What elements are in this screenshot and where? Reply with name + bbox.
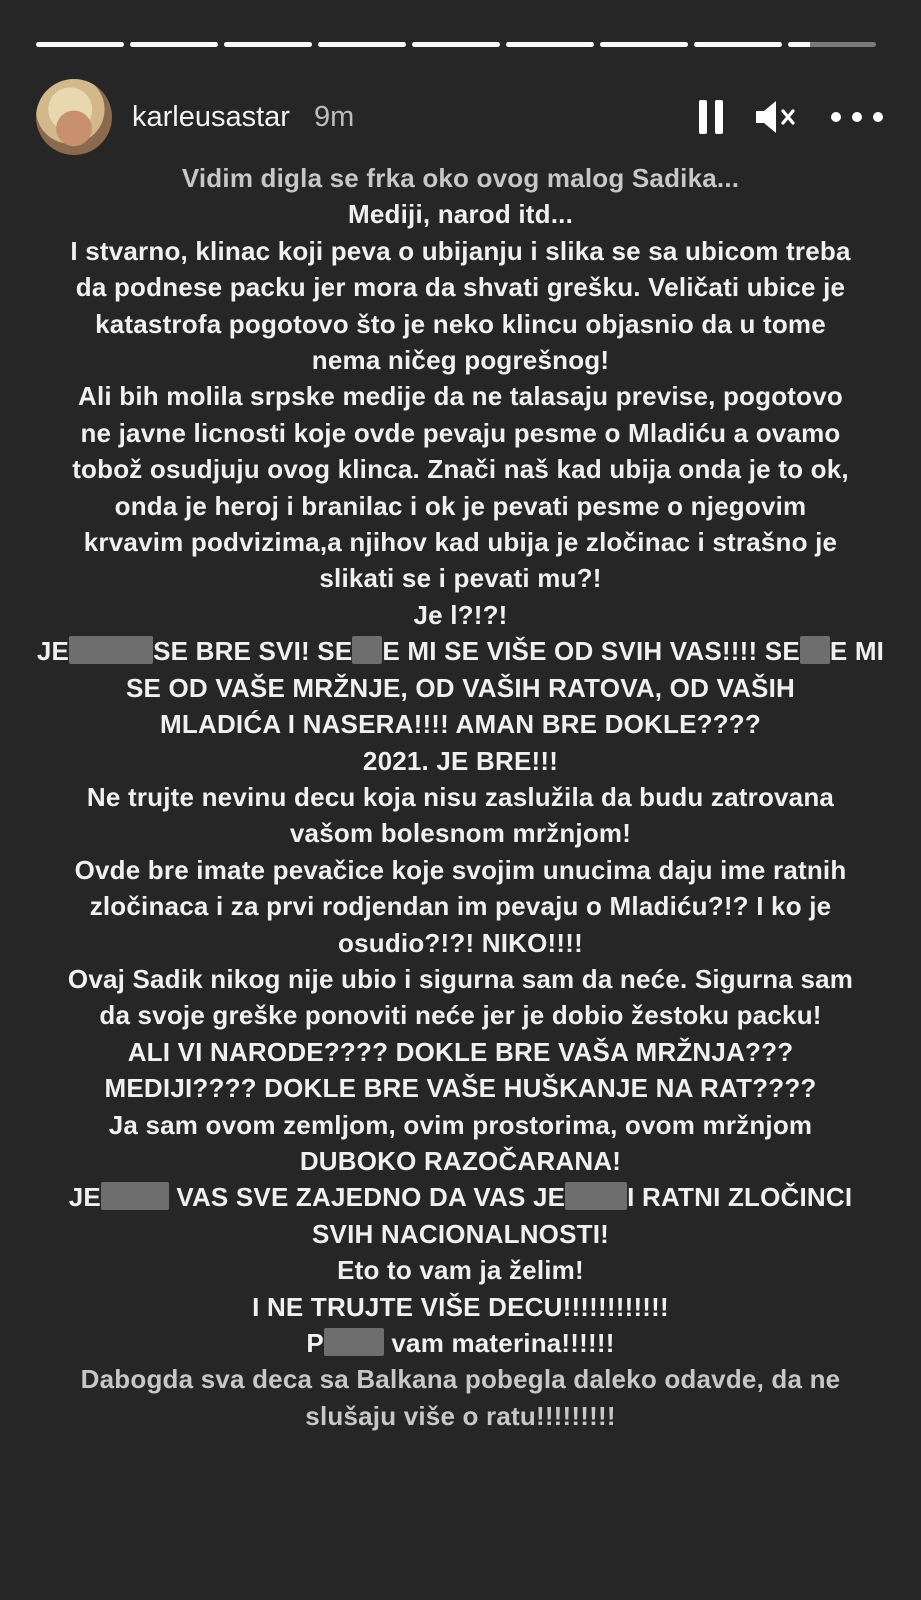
progress-segment-fill [318, 42, 406, 47]
text-fragment: E MI SE VIŠE OD SVIH VAS!!!! SE [382, 636, 800, 667]
text-fragment: E MI [829, 636, 885, 667]
username[interactable]: karleusastar [132, 100, 290, 133]
post-time: 9m [313, 100, 355, 133]
text-fragment: I RATNI ZLOČINCI [627, 1182, 853, 1213]
text-line: nema ničeg pogrešnog! [311, 345, 610, 376]
progress-segment [412, 42, 500, 47]
progress-segment-fill [36, 42, 124, 47]
text-line: SE OD VAŠE MRŽNJE, OD VAŠIH RATOVA, OD VAŠIH [126, 672, 795, 703]
text-line: Je l?!?! [413, 599, 508, 630]
text-line [8, 1179, 913, 1215]
text-line: vašom bolesnom mržnjom! [289, 818, 632, 849]
text-line: osudio?!?! NIKO!!!! [338, 927, 583, 958]
text-line: da svoje greške ponoviti neće jer je dobio žestoku packu! [99, 1000, 822, 1031]
text-line: Ne trujte nevinu decu koja nisu zaslužila da budu zatrovana [86, 781, 835, 812]
progress-segment [788, 42, 876, 47]
story-text [8, 160, 913, 1434]
text-fragment: JE [68, 1182, 101, 1213]
text-line: Ali bih molila srpske medije da ne talasaju previse, pogotovo [78, 381, 843, 412]
text-line: ALI VI NARODE???? DOKLE BRE VAŠA MRŽNJA??? [127, 1036, 794, 1067]
progress-segment-fill [412, 42, 500, 47]
censor-blur [69, 636, 153, 664]
text-line: slikati se i pevati mu?! [319, 563, 602, 594]
progress-segment-fill [130, 42, 218, 47]
text-fragment: JE [36, 636, 70, 667]
progress-segment-fill [788, 42, 810, 47]
progress-segment [600, 42, 688, 47]
text-line: Ovde bre imate pevačice koje svojim unucima daju ime ratnih [74, 854, 847, 885]
progress-segment [506, 42, 594, 47]
story-header [36, 78, 885, 156]
text-line [8, 1325, 913, 1361]
text-line: DUBOKO RAZOČARANA! [299, 1145, 622, 1176]
text-fragment: P [306, 1328, 324, 1358]
text-line: da podnese packu jer mora da shvati grešku. Veličati ubice je [75, 272, 846, 303]
text-line: I NE TRUJTE VIŠE DECU!!!!!!!!!!!! [252, 1291, 669, 1322]
text-line: Ovaj Sadik nikog nije ubio i sigurna sam da neće. Sigurna sam [67, 963, 854, 994]
progress-segment-fill [224, 42, 312, 47]
progress-segment [130, 42, 218, 47]
progress-segment-fill [506, 42, 594, 47]
text-line: MEDIJI???? DOKLE BRE VAŠE HUŠKANJE NA RAT???? [104, 1073, 817, 1104]
censor-blur [324, 1328, 384, 1356]
text-line: Eto to vam ja želim! [337, 1255, 584, 1286]
text-line: zločinaca i za prvi rodjendan im pevaju o Mladiću?!? I ko je [89, 891, 832, 922]
text-line: Vidim digla se frka oko ovog malog Sadika... [181, 163, 740, 193]
text-fragment: vam materina!!!!!! [391, 1328, 615, 1358]
text-line: krvavim podvizima,a njihov kad ubija je zločinac i strašno je [83, 527, 838, 558]
text-line: Ja sam ovom zemljom, ovim prostorima, ovom mržnjom [108, 1109, 813, 1140]
progress-segment [694, 42, 782, 47]
censor-blur [800, 636, 830, 664]
text-line: ne javne licnosti koje ovde pevaju pesme o Mladiću a ovamo [80, 417, 841, 448]
text-line: katastrofa pogotovo što je neko klincu objasnio da u tome [95, 308, 826, 339]
text-fragment: VAS SVE ZAJEDNO DA VAS JE [176, 1182, 566, 1213]
story-progress-bar [36, 42, 876, 47]
text-line: tobož osudjuju ovog klinca. Znači naš kad ubija onda je to ok, [72, 454, 849, 485]
text-line: onda je heroj i branilac i ok je pevati pesme o njegovim [114, 490, 807, 521]
more-icon[interactable] [829, 97, 885, 137]
text-line: Dabogda sva deca sa Balkana pobegla daleko odavde, da ne [80, 1364, 841, 1395]
censor-blur [565, 1182, 627, 1210]
progress-segment [224, 42, 312, 47]
mute-icon[interactable] [753, 97, 799, 137]
avatar[interactable] [36, 79, 112, 155]
text-line [8, 633, 913, 669]
text-line: 2021. JE BRE!!! [362, 745, 559, 776]
text-fragment: SE BRE SVI! SE [153, 636, 353, 667]
text-line: SVIH NACIONALNOSTI! [311, 1218, 610, 1249]
progress-segment [318, 42, 406, 47]
censor-blur [101, 1182, 169, 1210]
text-line: Mediji, narod itd... [348, 199, 573, 230]
progress-segment-fill [600, 42, 688, 47]
text-line: slušaju više o ratu!!!!!!!!! [305, 1400, 616, 1431]
progress-segment-fill [694, 42, 782, 47]
pause-icon[interactable] [691, 97, 731, 137]
text-line: I stvarno, klinac koji peva o ubijanju i slika se sa ubicom treba [70, 235, 851, 266]
text-line: MLADIĆA I NASERA!!!! AMAN BRE DOKLE???? [160, 709, 761, 740]
censor-blur [352, 636, 382, 664]
progress-segment [36, 42, 124, 47]
